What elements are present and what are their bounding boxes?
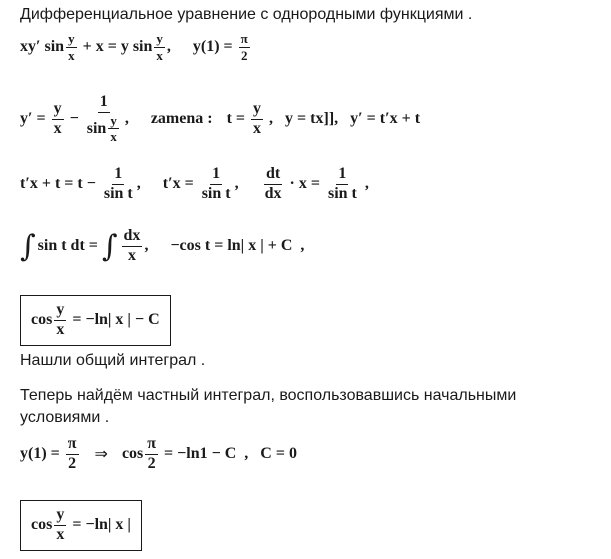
step4-c: = −ln1 − C , C = 0 (160, 445, 297, 463)
frac-num: 1 (336, 166, 348, 185)
comma: , (136, 175, 141, 193)
step3-d: −cos t = ln| x | + C , (170, 237, 305, 255)
frac-pi-over-2 (66, 436, 79, 473)
step1-rest: , y = tx]], y′ = t′x + t (265, 110, 421, 128)
frac-num: y (52, 101, 64, 120)
frac-num: 1 (98, 94, 110, 113)
frac-den: x (56, 525, 65, 543)
heading: Дифференциальное уравнение с однородными функциями . (20, 6, 473, 23)
eq-sep: , (166, 38, 171, 56)
frac-den: 2 (147, 454, 156, 472)
frac-den: sin t (327, 184, 357, 202)
frac-pi-over-2 (145, 436, 158, 473)
step1-a: y′ = (20, 110, 50, 128)
frac-num: π (145, 436, 158, 455)
frac-den: x (127, 246, 136, 264)
frac-one-over-sin (85, 94, 123, 144)
frac-one-over-sint (326, 166, 359, 203)
integral-sign: ∫ (101, 229, 118, 265)
frac-y-over-x (66, 32, 77, 62)
step4-line (20, 436, 297, 473)
particular-integral-box (20, 500, 142, 551)
frac-den: dx (264, 184, 282, 202)
result2-rhs: = −ln| x | (68, 516, 131, 534)
frac-y-over-x (52, 101, 64, 138)
zamena-label: zamena : (150, 110, 213, 128)
frac-den: x (156, 47, 163, 63)
frac-den: x (53, 119, 62, 137)
initial-condition: y(1) = (192, 38, 237, 56)
result1-rhs: = −ln| x | − C (68, 311, 160, 329)
frac-y-over-x (54, 302, 66, 339)
cos-label: cos (31, 311, 53, 329)
t-eq: t = (226, 110, 250, 128)
frac-one-over-sint (200, 166, 233, 203)
frac-dx-over-x (122, 228, 143, 265)
frac-y-over-x (251, 101, 263, 138)
frac-num: dx (122, 228, 143, 247)
sin-label: sin (86, 119, 107, 137)
frac-num: y (68, 31, 75, 46)
equation-line (20, 32, 252, 62)
comma: , (124, 110, 129, 128)
general-integral-box (20, 295, 171, 346)
frac-one-over-sint (102, 166, 135, 203)
comma: , (234, 175, 239, 193)
frac-num: 1 (210, 166, 222, 185)
implies-arrow: ⇒ (94, 446, 108, 464)
particular-text-line1: Теперь найдём частный интеграл, воспользовавшись начальными (20, 387, 517, 404)
frac-den: 2 (240, 47, 248, 63)
frac-y-over-x (154, 32, 165, 62)
frac-den (85, 113, 123, 144)
frac-den: x (253, 119, 262, 137)
step4-a: y(1) = (20, 445, 64, 463)
frac-num: y (156, 31, 163, 46)
frac-num: y (251, 101, 263, 120)
step2-a: t′x + t = t − (20, 175, 100, 193)
frac-num: π (240, 31, 248, 46)
eq-lhs-a: xy′ sin (20, 38, 65, 56)
particular-text-line2: условиями . (20, 409, 110, 426)
frac-num: 1 (112, 166, 124, 185)
step3-line (20, 228, 304, 265)
frac-pi-over-2 (239, 32, 250, 62)
cos-label: cos (121, 445, 144, 463)
comma: , (360, 175, 369, 193)
minus: − (65, 110, 83, 128)
step1-line (20, 94, 420, 144)
frac-num: y (110, 112, 117, 128)
general-integral-text: Нашли общий интеграл . (20, 352, 206, 369)
frac-den: x (56, 320, 65, 338)
step3-a: sin t dt = (37, 237, 102, 255)
step2-c: t′x = (162, 175, 198, 193)
integral-sign: ∫ (20, 229, 36, 265)
eq-lhs-b: + x = y sin (78, 38, 153, 56)
comma: , (144, 237, 149, 255)
frac-y-over-x (108, 114, 119, 144)
frac-den: x (68, 47, 75, 63)
frac-num: y (54, 302, 66, 321)
step2-e: · x = (285, 175, 324, 193)
frac-num: π (66, 436, 79, 455)
frac-num: y (54, 507, 66, 526)
step2-line (20, 166, 369, 203)
frac-dt-over-dx (263, 166, 284, 203)
frac-den: sin t (103, 184, 133, 202)
frac-y-over-x (54, 507, 66, 544)
cos-label: cos (31, 516, 53, 534)
frac-den: 2 (68, 454, 77, 472)
frac-den: x (110, 129, 117, 145)
frac-den: sin t (201, 184, 231, 202)
frac-num: dt (264, 166, 282, 185)
